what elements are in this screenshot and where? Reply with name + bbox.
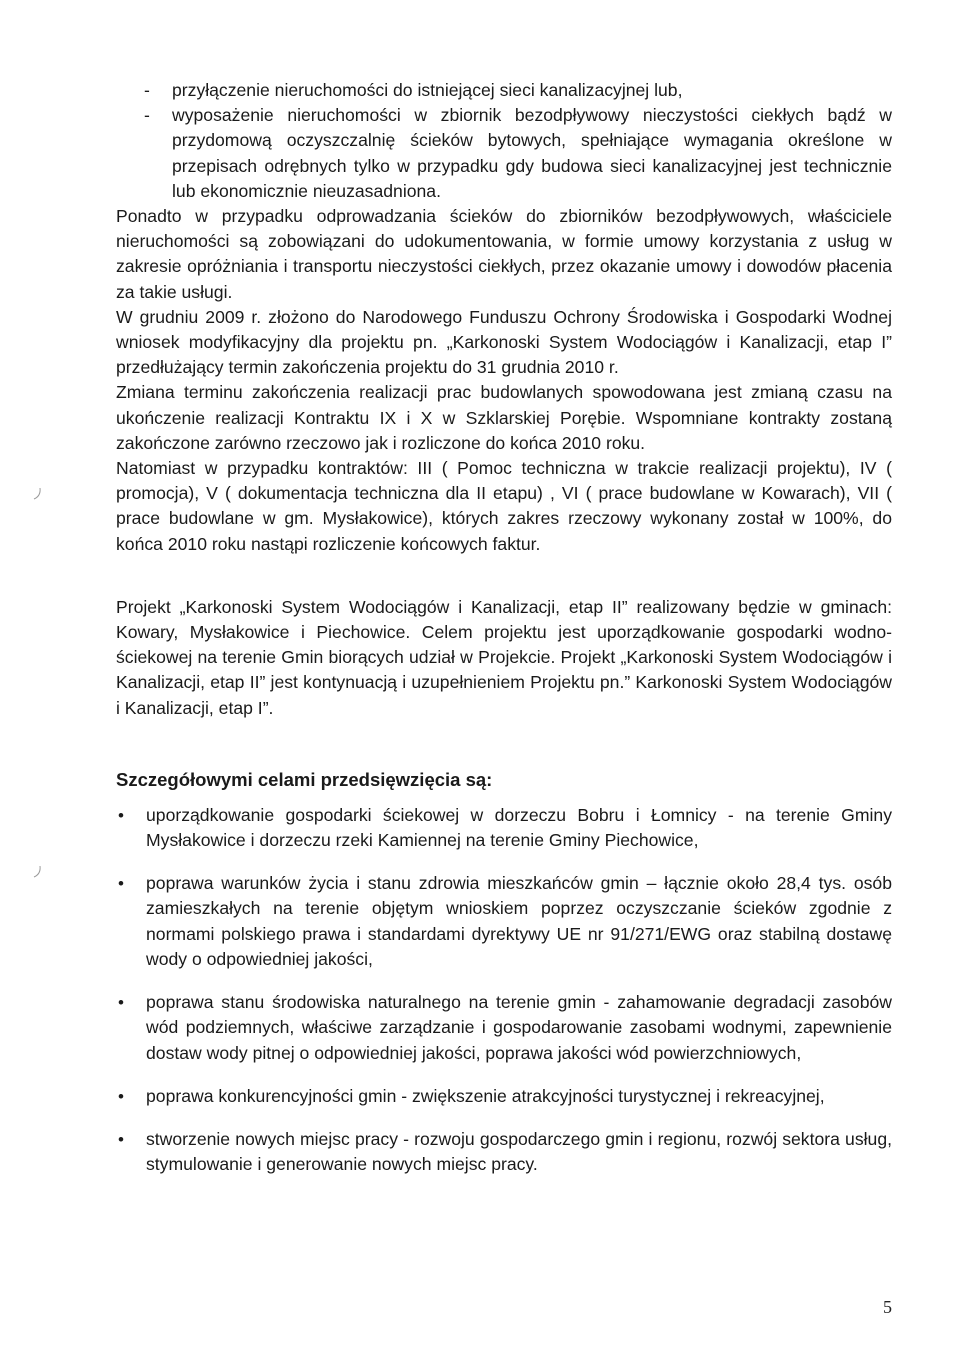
dash-marker: -	[144, 105, 150, 126]
list-item	[116, 78, 892, 103]
bullet-marker: •	[118, 1129, 124, 1149]
dash-list	[116, 78, 892, 204]
dash-marker: -	[144, 80, 150, 100]
punch-hole-mark-top	[30, 487, 42, 501]
list-item-text: uporządkowanie gospodarki ściekowej w dorzeczu Bobru i Łomnicy - na terenie Gminy Mysłakowice i dorzeczu rzeki Kamiennej na terenie Gminy Piechowice,	[146, 804, 892, 851]
list-item	[116, 871, 892, 972]
list-item-text: poprawa stanu środowiska naturalnego na terenie gmin - zahamowanie degradacji zasobów wód podziemnych, właściwe zarządzanie i gospodarowanie zasobami wodnymi, zapewnienie dostaw wody pitnej o odpowiedniej jakości, poprawa jakości wód powierzchniowych,	[146, 992, 892, 1063]
paragraph-contracts-settlement: Natomiast w przypadku kontraktów: III ( Pomoc techniczna w trakcie realizacji projektu), IV ( promocja), V ( dokumentacja techniczna dla II etapu) , VI ( prace budowlane w Kowarach), VII ( prace budowlane w gm. Mysłakowice), których zakres rzeczowy wykonany został w 100%, do końca 2010 roku nastąpi rozliczenie końcowych faktur.	[116, 458, 892, 554]
bullet-marker: •	[118, 874, 124, 894]
list-item	[116, 803, 892, 853]
list-item	[116, 103, 892, 204]
bullet-list	[116, 803, 892, 1177]
bullet-marker: •	[118, 993, 124, 1013]
list-item-text: stworzenie nowych miejsc pracy - rozwoju gospodarczego gmin i regionu, rozwój sektora usług, stymulowanie i generowanie nowych miejsc pracy.	[146, 1128, 892, 1175]
bullet-marker: •	[118, 805, 124, 825]
paragraph-deadline-change: Zmiana terminu zakończenia realizacji prac budowlanych spowodowana jest zmianą czasu na ukończenie realizacji Kontraktu IX i X w Szklarskiej Porębie. Wspomniane kontrakty zostaną zakończone zarówno rzeczowo jak i rozliczone do końca 2010 roku.	[116, 382, 892, 453]
paragraph-modification-request: W grudniu 2009 r. złożono do Narodowego Funduszu Ochrony Środowiska i Gospodarki Wodnej wniosek modyfikacyjny dla projektu pn. „Karkonoski System Wodociągów i Kanalizacji, etap I” przedłużający termin zakończenia projektu do 31 grudnia 2010 r.	[116, 306, 892, 378]
paragraph-project-stage-two: Projekt „Karkonoski System Wodociągów i Kanalizacji, etap II” realizowany będzie w gminach: Kowary, Mysłakowice i Piechowice. Celem projektu jest uporządkowanie gospodarki wodno-ściekowej na terenie Gmin biorących udział w Projekcie. Projekt „Karkonoski System Wodociągów i Kanalizacji, etap II” jest kontynuacją i uzupełnieniem Projektu pn.” Karkonoski System Wodociągów i Kanalizacji, etap I”.	[116, 596, 892, 718]
list-item	[116, 990, 892, 1066]
section-heading: Szczegółowymi celami przedsięwzięcia są:	[116, 768, 493, 790]
list-item-text: wyposażenie nieruchomości w zbiornik bezodpływowy nieczystości ciekłych bądź w przydomową oczyszczalnię ścieków bytowych, spełniające wymagania określone w przepisach odrębnych tylko w przypadku gdy budowa sieci kanalizacyjnej jest technicznie lub ekonomicznie nieuzasadniona.	[172, 105, 892, 201]
bullet-marker: •	[118, 1086, 124, 1106]
list-item-text: poprawa warunków życia i stanu zdrowia mieszkańców gmin – łącznie około 28,4 tys. osób zamieszkałych na terenie objętym wnioskiem poprzez oczyszczanie ścieków zgodnie z normami polskiego prawa i standardami dyrektywy UE nr 91/271/EWG oraz stabilną dostawę wody o odpowiedniej jakości,	[146, 873, 892, 969]
paragraph-wastewater-tanks: Ponadto w przypadku odprowadzania ścieków do zbiorników bezodpływowych, właściciele nieruchomości są zobowiązani do udokumentowania, w formie umowy korzystania z usług w zakresie opróżniania i transportu nieczystości ciekłych, przez okazanie umowy i dowodów płacenia za takie usługi.	[116, 206, 892, 302]
page-number: 5	[883, 1297, 892, 1317]
list-item	[116, 1127, 892, 1177]
list-item-text: przyłączenie nieruchomości do istniejącej sieci kanalizacyjnej lub,	[172, 80, 683, 100]
punch-hole-mark-bottom	[30, 865, 42, 879]
list-item-text: poprawa konkurencyjności gmin - zwiększenie atrakcyjności turystycznej i rekreacyjnej,	[146, 1085, 825, 1106]
list-item	[116, 1084, 892, 1109]
document-body	[116, 78, 892, 1195]
